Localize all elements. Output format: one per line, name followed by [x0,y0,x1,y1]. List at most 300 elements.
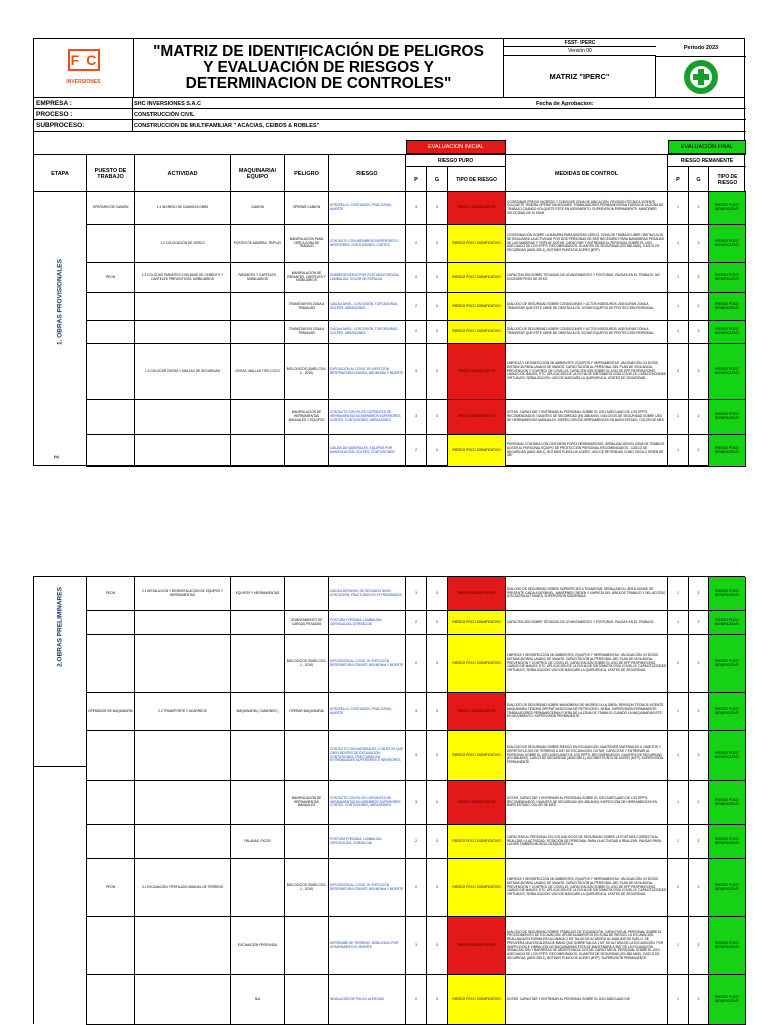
risk-level-label: RIESGO POCO SIGNIFICATIVO [715,750,739,759]
risk-level-label: RIESGO SIGNIFICATIVO [457,708,496,713]
cell-riesgo: CONTACTO CON FILOS CORTANTES DE HERRAMIENTAS EN MIEMBROS SUPERIORES: CORTES, CONTUSIONES, ABRASIONES. [329,781,406,824]
cell-g: 3 [427,825,448,858]
table-row [87,225,746,263]
risk-level-label: RIESGO POCO SIGNIFICATIVO [715,940,739,949]
cell-p: 2 [406,825,427,858]
cell-riesgo: SOBREESFUERZO POR POSTURA FORZADA: LUMBALGIA, DOLOR DE ESPALDA [329,263,406,292]
stage-empty [34,767,87,1025]
cell-actividad [135,825,231,858]
cell-peligro [285,825,329,858]
cell-actividad [135,975,231,1024]
cell-actividad [135,731,231,780]
cell-actividad: 1.3 COLOCAR PARANTES CON BASE DE CEMENTO Y CARTELES PREVENTIVOS, MOBILIARIOS [135,263,231,292]
table-row [87,293,746,321]
cell-p2: 1 [668,435,689,466]
risk-level-label: RIESGO POCO SIGNIFICATIVO [715,272,739,281]
cell-puesto [87,781,135,824]
table-row [87,917,746,975]
evaluacion-inicial-header: EVALUACION INICIAL [406,140,506,154]
col-p: P [406,167,427,192]
cell-puesto: PEON [87,263,135,292]
cell-p: 2 [406,225,427,262]
cell-puesto: PEON [87,859,135,916]
table-row [87,635,746,693]
risk-level-label: RIESGO POCO SIGNIFICATIVO [715,797,739,806]
cell-actividad: 2.1 INSTALACION Y DESINSTALACION DE EQUIPOS Y HERRAMIENTAS [135,577,231,610]
cell-maq: MAQUINARIA ( CAMIONES ) [231,693,285,730]
subproceso-value: CONSTRUCCION DE MULTIFAMILIAR " ACACIAS, CEIBOS & ROBLES" [134,123,320,129]
col-medidas: MEDIDAS DE CONTROL [506,155,668,192]
cell-riesgo: EXPOSICIÓN AL COVID 19: INFECCIÓN RESPIRATORIA GRAVES, NEUMONIA Y MUERTE [329,859,406,916]
cell-puesto [87,611,135,634]
table-row [87,781,746,825]
matrix-page-2 [33,576,745,1024]
cell-riesgo: POSTURA FORZADA: LUMBALGIA, CERVICALGIA, DORSALGIA [329,825,406,858]
cell-g: 3 [427,344,448,399]
risk-level-label: RIESGO POCO SIGNIFICATIVO [452,303,501,308]
cell-riesgo: CAIDA A DESNIVEL DE SEGUNDO NIVEL: CONTUSIÓN, FRACTURAS EN EXTREMIDADES [329,577,406,610]
cell-maq: POSTES DE MADERA, TRIPLAY [231,225,285,262]
cell-riesgo: CONTACTO CON FILOS CORTANTES DE HERRAMIENTAS EN MIEMBROS SUPERIORES: CORTES, CONTUSIONES, ABRASIONES. [329,400,406,434]
risk-level-label: RIESGO POCO SIGNIFICATIVO [715,658,739,667]
cell-actividad [135,781,231,824]
risk-level-label: RIESGO SIGNIFICATIVO [457,205,496,210]
proceso-label: PROCESO : [36,111,73,118]
cell-riesgo: EXPOSICIÓN AL COVID 19: INFECCIÓN RESPIRATORIA GRAVES, NEUMONIA Y MUERTE [329,635,406,692]
cell-medidas: DOTAR, CAPACITAR Y ENTRENAR AL PERSONAL SOBRE EL USO ADECUADO DE LOS EPP'S. RECOMENDADOS: GUANTES DE SEGURIDAD (EN 388 ANSI). DIÁLOGOS DE SEGURIDAD SOBRE USO DE HERRAMIENTAS MANUALES. INSPECCIÓN DE HERRAMIENTAS EN BUEN ESTADO, COLOR DE MES [506,400,668,434]
cell-tipo [448,731,506,780]
cell-g2: 2 [689,917,709,974]
cell-g2: 2 [689,435,709,466]
cell-puesto [87,635,135,692]
cell-tipo [448,825,506,858]
cell-g2: 2 [689,577,709,610]
col-tipo-riesgo2: TIPO DE RIESGO [717,173,738,186]
cell-tipo2 [709,917,746,974]
stage-label: 1. OBRAS PROVISIONALES [56,259,64,345]
cell-p2: 1 [668,192,689,224]
col-actividad: ACTIVIDAD [135,155,231,192]
col-etapa: ETAPA [34,155,87,192]
cell-peligro: BIOLOGICOS (SARS-COV-2 - 2019) [285,859,329,916]
table-row [87,435,746,467]
cell-tipo2 [709,731,746,780]
cell-g: 3 [427,577,448,610]
risk-level-label: RIESGO POCO SIGNIFICATIVO [452,447,501,452]
cell-tipo [448,293,506,320]
cell-medidas: DIÁLOGO DE SEGURIDAD SOBRE CONDICIONES Y ACTOS INSEGUROS. ASEGURAR ZONA A TRANSITAR QUE ESTE LIBRE DE OBSTÁCULOS. DOTAR EQUIPOS DE PROTECCIÓN PERSONAL. [506,293,668,320]
cell-g: 3 [427,263,448,292]
risk-level-label: RIESGO POCO SIGNIFICATIVO [715,706,739,715]
document-code: FSST- IPERC [504,39,656,47]
cell-tipo2 [709,975,746,1024]
cell-p2: 1 [668,293,689,320]
cell-p2: 1 [668,577,689,610]
table-row [87,400,746,435]
risk-level-label: RIESGO POCO SIGNIFICATIVO [715,412,739,420]
cell-tipo2 [709,263,746,292]
cell-g2: 2 [689,344,709,399]
cell-actividad [135,611,231,634]
col-riesgo-puro: RIESGO PURO [406,155,506,167]
subproceso-label: SUBPROCESO: [36,122,85,129]
cell-g2: 2 [689,781,709,824]
table-row [87,825,746,859]
col-p2: P [668,167,689,192]
cell-tipo [448,975,506,1024]
cell-peligro: TRANSITAR EN ZONA A TRABAJAR [285,293,329,320]
cell-tipo2 [709,293,746,320]
period-label: Periodo 2023 [656,39,746,57]
cell-tipo [448,435,506,466]
cell-maq [231,293,285,320]
cell-puesto [87,344,135,399]
col-maquinaria: MAQUINARIA/ EQUIPO [231,155,285,192]
evaluacion-final-header: EVALUACIÓN FINAL [668,140,746,154]
cell-p2: 1 [668,731,689,780]
cell-peligro: MANIPULACIÓN PARA CERCA ZONA DE TRABAJO [285,225,329,262]
risk-level-label: RIESGO SIGNIFICATIVO [457,799,496,804]
cell-p2: 1 [668,917,689,974]
risk-level-label: RIESGO POCO SIGNIFICATIVO [715,445,739,454]
cell-g: 3 [427,321,448,343]
cell-p2: 1 [668,225,689,262]
page2-rows [87,577,746,1025]
document-title: "MATRIZ DE IDENTIFICACIÓN DE PELIGROS Y EVALUACIÓN DE RIESGOS Y DETERMINACION DE CONTROLES" [134,39,504,97]
cell-peligro: MANIPULACIÓN DE HERRAMIENTAS MANUALES Y EQUIPOS [285,400,329,434]
cell-peligro: OPERAR MAQUINARIA [285,693,329,730]
cell-p: 3 [406,731,427,780]
cell-tipo [448,859,506,916]
risk-level-label: RIESGO POCO SIGNIFICATIVO [715,994,739,1003]
cell-maq [231,781,285,824]
cell-riesgo: CAIDA A NIVEL: CONTUSIÓN, TORCEDURAS, GOLPES, ABRASIONES [329,321,406,343]
table-row [87,321,746,344]
cell-puesto [87,435,135,466]
table-row [87,192,746,225]
cell-medidas: DIALOGO DE SEGURIDAD SOBRE RIESGO EN EXCAVACIÓN. MANTENER MATERIALES U OBJETOS Y HERRTOS LEJOS DE TERRENO A 1MT DE EXCAVACIÓN. DOTAR, CAPACITAR Y ENTRENAR AL PERSONAL SOBRE EL USO ADECUADO DE LOS EPP'S. RECOMENDADOS: GUANTES DE SEGURIDAD (EN 388 ANSI), CASCO DE SEGURIDAD (ANSI Z89.1), BOTINES PUNTA DE ACERO (MTP). SUPERVISIÓN PERMANENTE. [506,731,668,780]
cell-tipo2 [709,321,746,343]
cell-medidas: DOTAR, CAPACITAR Y ENTRENAR AL PERSONAL SOBRE EL USO ADECUADO DE [506,975,668,1024]
cell-medidas: DIALOGO DE SEGURIDAD SOBRE SUPERFICIES A TRANSITAR. SEÑALIZAR EL ÁREA DONDE SE PRESENTE CAÍDA A DESNIVEL. MANTENER ORDEN Y LIMPIEZA DEL ÁREA DE TRABAJO Y DEL ACCESO (ESCALERA ALT MANO). SUPERVISIÓN MODERADA. [506,577,668,610]
cell-actividad [135,435,231,466]
cell-tipo2 [709,859,746,916]
cell-tipo [448,263,506,292]
cell-peligro [285,731,329,780]
cell-maq [231,731,285,780]
risk-level-label: RIESGO POCO SIGNIFICATIVO [715,203,739,211]
cell-g: 3 [427,975,448,1024]
col-riesgo-remanente: RIESGO REMANENTE [668,155,746,167]
col-tipo-riesgo: TIPO DE RIESGO [448,167,506,192]
risk-level-label: RIESGO POCO SIGNIFICATIVO [452,752,501,757]
cell-tipo [448,577,506,610]
cell-p: 2 [406,321,427,343]
cell-g2: 2 [689,731,709,780]
cell-riesgo: ATROPELLO: CONTUSIÓN, FRACTURAS, MUERTE [329,693,406,730]
column-header-row [34,154,746,192]
matrix-page-1 [33,38,745,466]
cell-maq: CAMION [231,192,285,224]
table-row [87,344,746,400]
stage-obras-preliminares [34,577,87,767]
cell-riesgo: EXPOSICIÓN AL COVID 19: INFECCIÓN RESPIRATORIA GRAVES, NEUMONIA Y MUERTE [329,344,406,399]
cell-maq [231,435,285,466]
cell-p2: 1 [668,825,689,858]
risk-level-label: RIESGO POCO SIGNIFICATIVO [452,619,501,624]
cell-p: 3 [406,344,427,399]
risk-level-label: RIESGO SIGNIFICATIVO [457,368,496,373]
cell-peligro: TRANSITAR EN ZONA A TRABAJAR [285,321,329,343]
cell-puesto [87,975,135,1024]
cell-puesto: PEON [87,577,135,610]
matrix-label: MATRIZ "IPERC" [504,55,656,97]
cell-peligro: BIOLOGICOS (SARS-COV-2 - 2019) [285,344,329,399]
cell-peligro [285,975,329,1024]
stage-label-next: 2 [54,455,61,459]
cell-peligro: OPERAR CAMION [285,192,329,224]
cell-p2: 1 [668,693,689,730]
cell-maq [231,611,285,634]
risk-level-label: RIESGO POCO SIGNIFICATIVO [715,882,739,891]
table-row [87,859,746,917]
cell-riesgo: CONTACTO CON MIEMBROS SUPERIORES E INFERIORES: CONTUSIONES, CORTES. [329,225,406,262]
table-row [87,693,746,731]
cell-puesto [87,293,135,320]
col-peligro: PELIGRO [285,155,329,192]
cell-g: 3 [427,635,448,692]
logo-letters: FC [70,52,104,68]
cell-tipo2 [709,435,746,466]
risk-level-label: RIESGO POCO SIGNIFICATIVO [452,240,501,245]
cell-tipo [448,321,506,343]
cell-medidas: DIÁLOGO DE SEGURIDAD SOBRE CONDICIONES Y ACTOS INSEGUROS. ASEGURAR ZONA A TRANSITAR QUE ESTE LIBRE DE OBSTÁCULOS. DOTAR EQUIPOS DE PROTECCIÓN PERSONAL. [506,321,668,343]
company-logo [68,49,104,71]
cell-tipo2 [709,577,746,610]
cell-g2: 2 [689,635,709,692]
cell-maq [231,321,285,343]
cell-actividad [135,635,231,692]
cell-riesgo: ATROPELLO: CONTUSIÓN, FRACTURAS, MUERTE [329,192,406,224]
risk-level-label: RIESGO POCO SIGNIFICATIVO [452,996,501,1001]
risk-level-label: RIESGO POCO SIGNIFICATIVO [715,366,739,375]
cell-tipo2 [709,781,746,824]
cell-medidas: LIMPIEZA Y DESINFECCIÓN DE AMBIENTES, EQUIPOS Y HERRAMIENTAS. VACUNACIÓN: 03 DOSIS. DISTANCIA PARA LAVADO DE MANOS. CAPACITACIÓN AL PERSONAL DEL PLAN DE VIGILANCIA, PREVENCIÓN Y CONTROL DE COVID-19. CAPACITACIÓN SOBRE EL USO DE EPP RESPIRATORIO, LAVADO DE MANOS, ETC. APLICACIÓN DE LA FICHA DE SINTOMATOLOGÍA COVID-19. CAPACITACIONES VIRTUALES, SEÑALIZACIÓN. USO DE MASCARILLA QUIRÚRGICA, LENTES DE SEGURIDAD. [506,344,668,399]
cell-medidas: LIMPIEZA Y DESINFECCIÓN DE AMBIENTES, EQUIPOS Y HERRAMIENTAS. VACUNACIÓN: 03 DOSIS. DISTANCIA PARA LAVADO DE MANOS. CAPACITACIÓN AL PERSONAL DEL PLAN DE VIGILANCIA, PREVENCIÓN Y CONTROL DE COVID-19. CAPACITACIÓN SOBRE EL USO DE EPP RESPIRATORIO, LAVADO DE MANOS, ETC. APLICACIÓN DE LA FICHA DE SINTOMATOLOGÍA COVID-19. CAPACITACIONES VIRTUALES, SEÑALIZACIÓN. USO DE MASCARILLA QUIRÚRGICA, LENTES DE SEGURIDAD. [506,859,668,916]
cell-maq: PALANAS, PICOS [231,825,285,858]
empresa-label: EMPRESA : [36,100,72,107]
cell-actividad: 3.1 EXCAVACIÓN, PERFILADO MANUAL DE TERRENO [135,859,231,916]
cell-tipo [448,192,506,224]
col-g: G [427,167,448,192]
cell-riesgo: DERRUMBE DE TERRENO: DEBILITADO POR ATRAPAMIENTOS, MUERTE [329,917,406,974]
stage-obras-provisionales [34,192,87,467]
cell-actividad [135,917,231,974]
cell-actividad [135,400,231,434]
cell-g: 3 [427,693,448,730]
cell-tipo2 [709,825,746,858]
cell-g: 3 [427,400,448,434]
cell-p: 2 [406,611,427,634]
cell-g2: 2 [689,225,709,262]
fecha-aprobacion-label: Fecha de Aprobacion: [536,100,594,107]
risk-level-label: RIESGO POCO SIGNIFICATIVO [452,660,501,665]
cell-medidas: CAPACITACIÓN SOBRE TÉCNICAS DE LEVANTAMIENTO Y POSTURAS. PAUSAS EN EL TRABAJO. [506,611,668,634]
logo-subtitle: INVERSIONES [66,79,101,85]
cell-g: 3 [427,781,448,824]
cell-p: 2 [406,293,427,320]
empresa-value: SHC INVERSIONES S.A.C [134,100,201,107]
cell-riesgo: CONTACTO CON MATERIALES U OBJETOS QUE CAEN DENTRO DE EXCAVACIÓN: CONTUSIONES, FRACTURAS EN EXTREMIDADES SUPERIORES E INFERIORES. [329,731,406,780]
cell-tipo2 [709,225,746,262]
cell-p: 2 [406,975,427,1024]
cell-g: 3 [427,192,448,224]
risk-level-label: RIESGO POCO SIGNIFICATIVO [715,301,739,310]
cell-g2: 2 [689,400,709,434]
cell-tipo [448,781,506,824]
cell-medidas: CAPACITAR AL PERSONAL EN LOS DIÁLOGOS DE SEGURIDAD SOBRE LA POSTURA CORRECTA AL REALIZAR LA ACTIVIDAD. ROTACIÓN DE PERSONAL PARA LA ACTIVIDAD A REALIZAR. PAUSAS PARA LLEVAR TAMBIÉN MUSCULOESQUELÉTICA. [506,825,668,858]
cell-g2: 2 [689,859,709,916]
cell-puesto [87,225,135,262]
col-riesgo: RIESGO [329,155,406,192]
cell-tipo2 [709,611,746,634]
cell-medidas: LIMPIEZA Y DESINFECCIÓN DE AMBIENTES, EQUIPOS Y HERRAMIENTAS. VACUNACIÓN: 03 DOSIS. DISTANCIA PARA LAVADO DE MANOS. CAPACITACIÓN AL PERSONAL DEL PLAN DE VIGILANCIA, PREVENCIÓN Y CONTROL DE COVID-19. CAPACITACIÓN SOBRE EL USO DE EPP RESPIRATORIO, LAVADO DE MANOS, ETC. APLICACIÓN DE LA FICHA DE SINTOMATOLOGÍA COVID-19. CAPACITACIONES VIRTUALES, SEÑALIZACIÓN. USO DE MASCARILLA QUIRÚRGICA, LENTES DE SEGURIDAD. [506,635,668,692]
cell-actividad [135,321,231,343]
risk-level-label: RIESGO POCO SIGNIFICATIVO [452,274,501,279]
cell-p: 3 [406,192,427,224]
cell-tipo [448,635,506,692]
cell-maq: PARANTES Y CARTELES, MOBILIARIOS [231,263,285,292]
cell-puesto [87,321,135,343]
cell-p: 3 [406,693,427,730]
cell-tipo2 [709,192,746,224]
proceso-row [34,109,746,120]
proceso-value: CONSTRUCCIÓN CIVIL [134,111,195,118]
cell-tipo [448,225,506,262]
cell-medidas: PERSONAL CONTARA CON CINTURÓN PORTA HERRAMIENTAS. SEÑALIZACIÓN EN ZONA DE TRABAJO. DOTAR AL PERSONAL EQUIPO DE PROTECCIÓN PERSONAL RECOMENDADOS - CASCO DE SEGURIDAD (ANSI Z89.1), BOTINES PUNTA DE ACERO. USO DE RETENIDAS COMO SOGA O ORIEN DE 3/8" [506,435,668,466]
empresa-row [34,98,746,109]
cell-peligro: MANIPULACIÓN DE HERRAMIENTAS MANUALES [285,781,329,824]
cell-maq [231,635,285,692]
cell-p: 2 [406,635,427,692]
cell-p: 2 [406,263,427,292]
risk-level-label: RIESGO SIGNIFICATIVO [457,590,496,595]
cell-p2: 1 [668,781,689,824]
cell-p2: 2 [668,344,689,399]
cell-tipo2 [709,344,746,399]
cell-maq: EXCAVACIÓN PROFUNDA [231,917,285,974]
cell-actividad: 2.2 TRANSPORTE Y ACARREOS [135,693,231,730]
stage-label-2: 2.OBRAS PRELIMINARES [56,587,64,667]
cell-tipo2 [709,635,746,692]
cell-g: 3 [427,859,448,916]
cell-medidas: DIALOGO DE SEGURIDAD SOBRE TRABAJOS DE EXCAVACIÓN. CAPACITAR AL PERSONAL SOBRE EL PROCEDIMIENTO DE EXCAVACIÓN. APUNTALAMIENTOS EN ZONA DE RIESGO. LA EXCAVACIÓN REALIZADA EN FORMA ESCALONADA O EN TALUD DE ACUERDO AL ANÁLISIS DE SUELO. SE PREVEERÁ UNA ESCALERA DE MANO QUE SOBRE SALGA 1 MT. DE ALTURA DE LA EXCAVACIÓN. POR INSPECCIÓN E VIBRACIÓN DE MAQUINARIAS ESTA SE MANTENDRÁ A 3MT DE LA EXCAVACIÓN. SEÑALIZACIÓN Y BARRERAS DE ADVERTENCIA. DOTAR, CAPACITAR AL PERSONAL SOBRE EL USO ADECUADO DE LOS EPP'S. RECOMENDADOS: GUANTES DE SEGURIDAD (EN 388 ANSI), CASCO DE SEGURIDAD (ANSI Z89.1), BOTINES PUNTA DE ACERO (MTP). SUPERVISIÓN PERMANENTE. [506,917,668,974]
cell-g2: 2 [689,693,709,730]
cell-g2: 2 [689,321,709,343]
cell-g: 3 [427,435,448,466]
cell-riesgo: POSTURA FORZADA: LUMBALGIA, CERVICALGIA, DORSALGIA [329,611,406,634]
cell-actividad [135,293,231,320]
risk-level-label: RIESGO POCO SIGNIFICATIVO [715,327,739,335]
cell-riesgo: CAIDAS DE MATERIALES, EQUIPOS POR MANIPULACIÓN: GOLPES, CONTUSIONES [329,435,406,466]
cell-tipo2 [709,400,746,434]
cell-p2: 1 [668,611,689,634]
cell-p: 2 [406,435,427,466]
cell-actividad: 1.1 INGRESO DE CAMION A OBRA [135,192,231,224]
table-row [87,611,746,635]
cell-g2: 2 [689,825,709,858]
table-row [87,975,746,1025]
cell-g2: 2 [689,263,709,292]
cell-tipo [448,611,506,634]
cell-peligro: BIOLOGICOS (SARS-COV-2 - 2019) [285,635,329,692]
risk-level-label: RIESGO POCO SIGNIFICATIVO [715,617,739,626]
col-g2: G [689,167,709,192]
cell-g: 3 [427,225,448,262]
cell-puesto [87,400,135,434]
cell-g: 3 [427,917,448,974]
cell-g: 3 [427,731,448,780]
cell-p: 3 [406,400,427,434]
risk-level-label: RIESGO POCO SIGNIFICATIVO [715,238,739,247]
cell-tipo [448,344,506,399]
col-puesto: PUESTO DE TRABAJO [87,155,135,192]
logo-box [34,39,134,97]
risk-level-label: RIESGO POCO SIGNIFICATIVO [452,884,501,889]
cell-p: 3 [406,781,427,824]
cell-puesto: OPERADOR DE MAQUINARIA [87,693,135,730]
cell-g2: 2 [689,293,709,320]
cell-p2: 1 [668,400,689,434]
cell-peligro: LEVANTAMIENTO DE CARGAS PESADAS [285,611,329,634]
cell-p2: 1 [668,975,689,1024]
cell-g: 3 [427,293,448,320]
cell-g: 3 [427,611,448,634]
cell-maq: EQUIPOS Y HERRAMIENTAS [231,577,285,610]
cell-medidas: COORDINAR PREVIO INGRESO Y CONOCER ZONA DE UBICACIÓN. REVISION TÉCNICA VIGENTE. VOLQUETE TENDRA OPERATIVA BOCINES. TRABAJADORES PERMANECERAN FUERA DE LA ZONA DE TRABAJO CUANDO VOLQUETE ESTE EN MOVIMIENTO. SUPERVISION PERMANENTE. MANTENER VELOCIDAD DE 10 KM/H. [506,192,668,224]
cell-tipo [448,693,506,730]
cell-riesgo: CAIDA A NIVEL: CONTUSIÓN, TORCEDURAS, GOLPES, ABRASIONES [329,293,406,320]
cell-p: 2 [406,859,427,916]
cell-p2: 1 [668,321,689,343]
cell-actividad: 1.4 COLOCAR CINTAS Y MALLAS DE SEGURIDAD [135,344,231,399]
cell-maq [231,859,285,916]
subproceso-row [34,120,746,132]
cell-p2: 2 [668,635,689,692]
cell-medidas: DOTAR, CAPACITAR Y ENTRENAR AL PERSONAL SOBRE EL USO ADECUADO DE LOS EPP'S. RECOMENDADOS: GUANTES DE SEGURIDAD (EN 388 ANSI). INSPECCIÓN DE HERRAMIENTAS EN BUEN ESTADO, COLOR DE MES [506,781,668,824]
table-row [87,263,746,293]
risk-level-label: RIESGO SIGNIFICATIVO [457,942,496,947]
cell-p: 3 [406,577,427,610]
cell-tipo2 [709,693,746,730]
prevention-seal [656,57,746,97]
page1-rows [87,192,746,467]
table-row [87,731,746,781]
risk-level-label: RIESGO POCO SIGNIFICATIVO [715,588,739,597]
risk-level-label: RIESGO POCO SIGNIFICATIVO [452,838,501,843]
cell-peligro [285,917,329,974]
table-row [87,577,746,611]
cell-puesto [87,731,135,780]
cell-medidas: COORDINACIÓN SOBRE LA MANERA PARA MONTAR CERCO. ZONA DE TRABAJO LIBRE OBSTACULOS. SE REALIZARÁ LA ACTIVIDAD POR DOS PERSONAS DE SER NECESARIO PARA MANIOBRAS PESADAS DE LAS MADERAS Y TRIPLAY. DOTAR, CAPACITAR Y ENTRENAR AL PERSONAL SOBRE EL USO ADECUADO DE LOS EPP'S. RECOMENDADOS: GUANTES DE SEGURIDAD (EN 388 ANSI), CASCO DE SEGURIDAD (ANSI Z89.1), BOTINES PUNTA DE ACERO (MTP). [506,225,668,262]
cell-puesto: OPERARIO DE CAMIÓN [87,192,135,224]
cell-medidas: DIALOGO DE SEGURIDAD SOBRE MANIOBRAS DE INGRESO A LA OBRA. REVISION TÉCNICA VIGENTE. MAQUINARIA TENDRÁ OPERATIVA BOCINA DE RETROCESO. SEÑAL SUPERVISIÓN PERMANENTE. TRABAJADORES PERMANECERAN FUERA DE LA ZONA DE TRABAJO CUANDO LA MAQUINARIA ESTE EN MOVIMIENTO. SUPERVISIÓN PERMANENTE. [506,693,668,730]
cell-peligro [285,435,329,466]
cell-p2: 1 [668,263,689,292]
cell-p: 3 [406,917,427,974]
prevention-seal-icon [683,59,719,95]
document-version: Versión 00 [568,48,592,54]
